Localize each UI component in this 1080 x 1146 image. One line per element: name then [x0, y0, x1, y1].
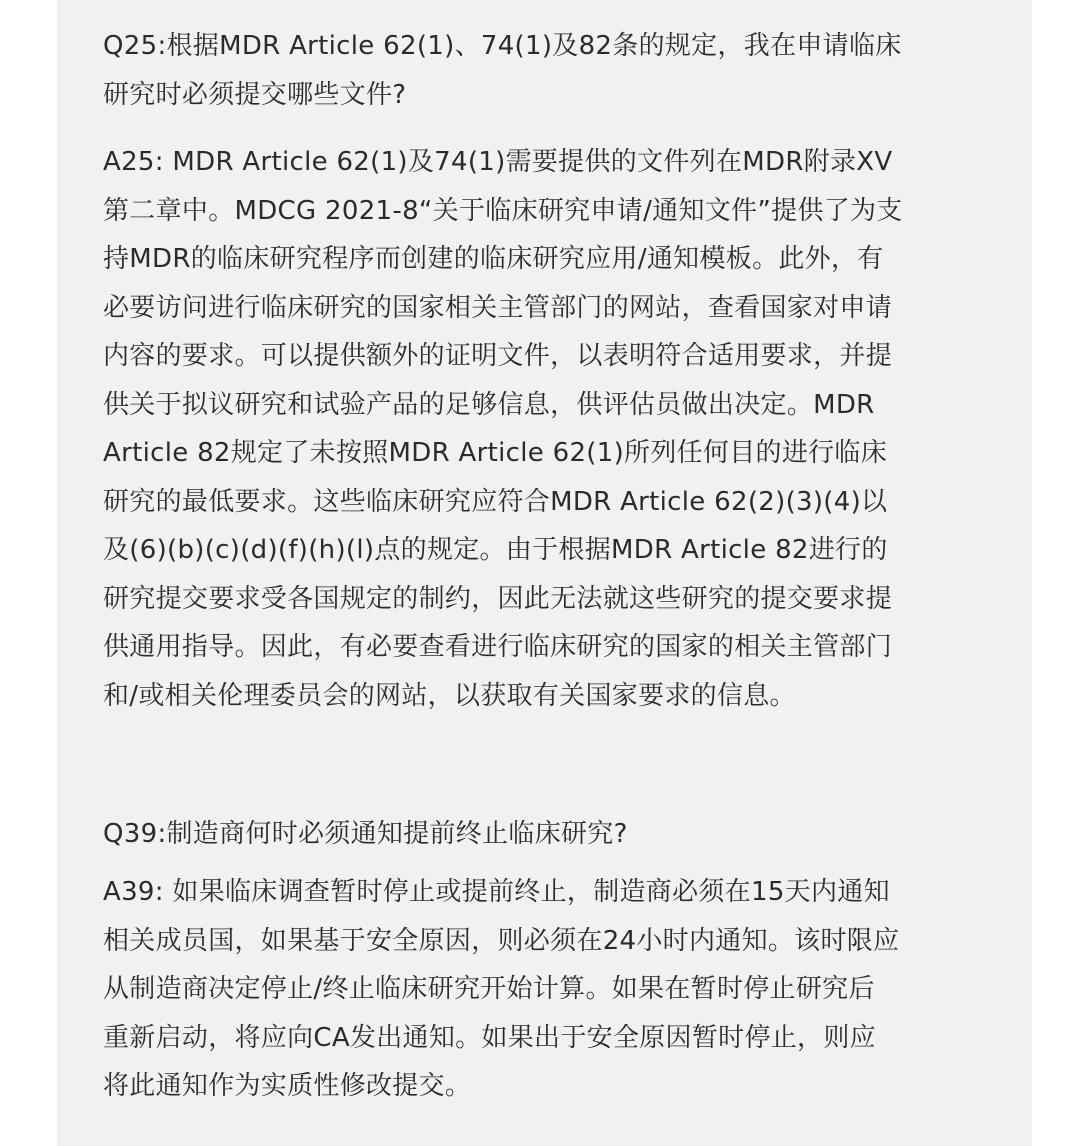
faq-answer: [103, 868, 999, 1111]
answer-line: 从制造商决定停止/终止临床研究开始计算。如果在暂时停止研究后: [103, 974, 875, 1004]
answer-line: 持MDR的临床研究程序而创建的临床研究应用/通知模板。此外，有: [103, 244, 884, 274]
answer-line: 研究的最低要求。这些临床研究应符合MDR Article 62(2)(3)(4)以: [103, 486, 888, 517]
faq-item-q25: [103, 0, 999, 740]
question-line: Q39:制造商何时必须通知提前终止临床研究?: [103, 819, 628, 849]
answer-line: 将此通知作为实质性修改提交。: [103, 1071, 472, 1101]
answer-line: 供关于拟议研究和试验产品的足够信息，供评估员做出决定。MDR: [103, 389, 875, 420]
faq-question: [103, 810, 999, 859]
question-line: 研究时必须提交哪些文件?: [103, 79, 407, 110]
answer-line: 内容的要求。可以提供额外的证明文件，以表明符合适用要求，并提: [103, 341, 893, 371]
faq-question: [103, 22, 999, 119]
faq-answer: [103, 138, 999, 720]
answer-line: 必要访问进行临床研究的国家相关主管部门的网站，查看国家对申请: [103, 292, 893, 323]
answer-line: 和/或相关伦理委员会的网站，以获取有关国家要求的信息。: [103, 680, 796, 711]
answer-line: Article 82规定了未按照MDR Article 62(1)所列任何目的进行临床: [103, 438, 888, 468]
answer-line: 及(6)(b)(c)(d)(f)(h)(l)点的规定。由于根据MDR Article 82进行的: [103, 535, 888, 565]
answer-line: 第二章中。MDCG 2021-8“关于临床研究申请/通知文件”提供了为支: [103, 195, 903, 226]
question-line: Q25:根据MDR Article 62(1)、74(1)及82条的规定，我在申请临床: [103, 31, 902, 61]
answer-line: A39: 如果临床调查暂时停止或提前终止，制造商必须在15天内通知: [103, 877, 890, 907]
faq-item-q39: [103, 810, 999, 1130]
article-page: [57, 0, 1032, 1146]
answer-line: 重新启动，将应向CA发出通知。如果出于安全原因暂时停止，则应: [103, 1022, 876, 1053]
answer-line: 相关成员国，如果基于安全原因，则必须在24小时内通知。该时限应: [103, 925, 900, 956]
answer-line: 研究提交要求受各国规定的制约，因此无法就这些研究的提交要求提: [103, 583, 893, 614]
answer-line: 供通用指导。因此，有必要查看进行临床研究的国家的相关主管部门: [103, 632, 893, 662]
answer-line: A25: MDR Article 62(1)及74(1)需要提供的文件列在MDR附录XV: [103, 147, 893, 177]
